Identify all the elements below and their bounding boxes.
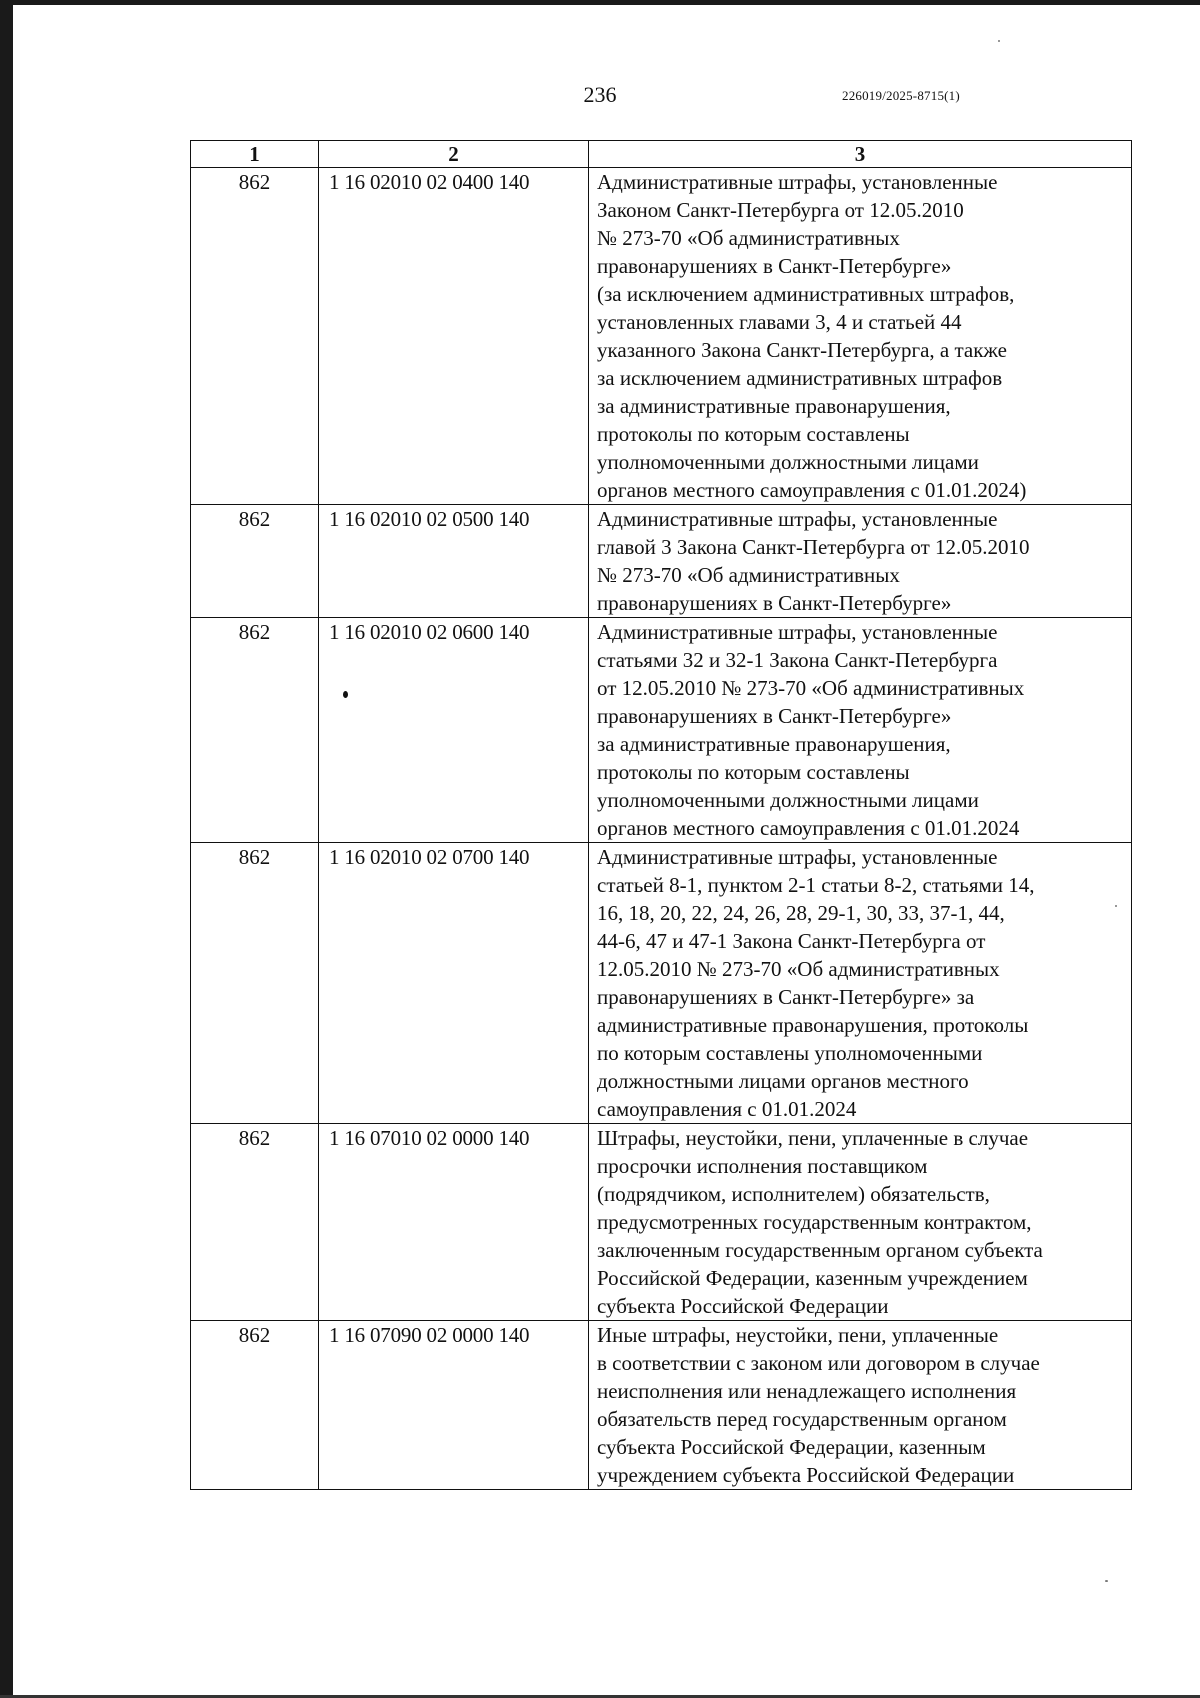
admin-code-cell: 862	[191, 1321, 319, 1490]
description-cell: Административные штрафы, установленные Законом Санкт-Петербурга от 12.05.2010 № 273-70 «Об административных правонарушениях в Санкт-Петербурге» (за исключением административных штрафов, установленных главами 3, 4 и статьей 44 указанного Закона Санкт-Петербурга, а также за исключением административных штрафов за административные правонарушения, протоколы по которым составлены уполномоченными должностными лицами органов местного самоуправления с 01.01.2024)	[589, 168, 1132, 505]
description-cell: Иные штрафы, неустойки, пени, уплаченные в соответствии с законом или договором в случае неисполнения или ненадлежащего исполнения обязательств перед государственным органом субъекта Российской Федерации, казенным учреждением субъекта Российской Федерации	[589, 1321, 1132, 1490]
kbk-code-cell: 1 16 07010 02 0000 140	[319, 1124, 589, 1321]
fines-table	[190, 140, 1132, 1490]
table-row	[191, 1124, 1132, 1321]
admin-code-cell: 862	[191, 618, 319, 843]
page-number: 236	[583, 82, 617, 107]
kbk-code-cell: 1 16 02010 02 0500 140	[319, 505, 589, 618]
table-row	[191, 1321, 1132, 1490]
kbk-code-cell: 1 16 02010 02 0700 140	[319, 843, 589, 1124]
description-cell: Административные штрафы, установленные статьей 8-1, пунктом 2-1 статьи 8-2, статьями 14, 16, 18, 20, 22, 24, 26, 28, 29-1, 30, 33, 37-1, 44, 44-6, 47 и 47-1 Закона Санкт-Петербурга от 12.05.2010 № 273-70 «Об административных правонарушениях в Санкт-Петербурге» за административные правонарушения, протоколы по которым составлены уполномоченными должностными лицами органов местного самоуправления с 01.01.2024	[589, 843, 1132, 1124]
description-cell: Административные штрафы, установленные главой 3 Закона Санкт-Петербурга от 12.05.2010 № 273-70 «Об административных правонарушениях в Санкт-Петербурге»	[589, 505, 1132, 618]
table-row	[191, 505, 1132, 618]
description-cell: Административные штрафы, установленные статьями 32 и 32-1 Закона Санкт-Петербурга от 12.05.2010 № 273-70 «Об административных правонарушениях в Санкт-Петербурге» за административные правонарушения, протоколы по которым составлены уполномоченными должностными лицами органов местного самоуправления с 01.01.2024	[589, 618, 1132, 843]
admin-code-cell: 862	[191, 1124, 319, 1321]
kbk-code-cell: 1 16 02010 02 0400 140	[319, 168, 589, 505]
scan-speck	[1105, 1580, 1108, 1582]
column-header-2: 2	[319, 141, 589, 168]
column-header-1: 1	[191, 141, 319, 168]
scan-edge-left	[0, 0, 13, 1698]
kbk-code-cell: 1 16 07090 02 0000 140	[319, 1321, 589, 1490]
table-row	[191, 843, 1132, 1124]
table-row	[191, 168, 1132, 505]
description-cell: Штрафы, неустойки, пени, уплаченные в случае просрочки исполнения поставщиком (подрядчиком, исполнителем) обязательств, предусмотренных государственным контрактом, заключенным государственным органом субъекта Российской Федерации, казенным учреждением субъекта Российской Федерации	[589, 1124, 1132, 1321]
column-header-3: 3	[589, 141, 1132, 168]
admin-code-cell: 862	[191, 843, 319, 1124]
document-reference: 226019/2025-8715(1)	[842, 88, 960, 103]
table-row	[191, 618, 1132, 843]
scan-speck	[998, 40, 1000, 42]
table-header-row	[191, 141, 1132, 168]
admin-code-cell: 862	[191, 168, 319, 505]
kbk-code-cell: 1 16 02010 02 0600 140	[319, 618, 589, 843]
admin-code-cell: 862	[191, 505, 319, 618]
scan-edge-top	[0, 0, 1200, 5]
